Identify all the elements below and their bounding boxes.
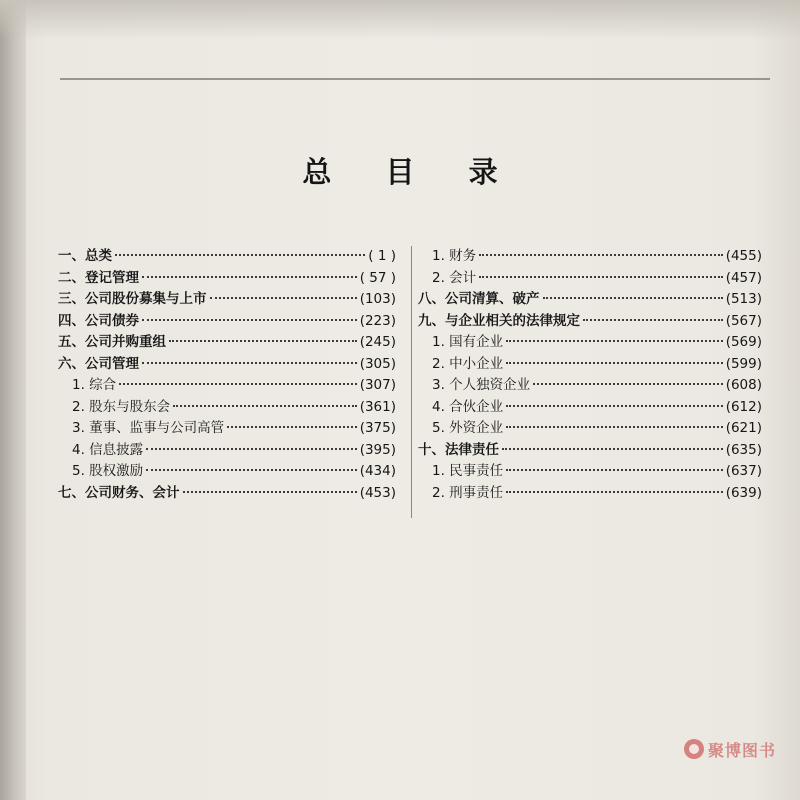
toc-subentry bbox=[418, 332, 762, 354]
toc-entry-label: 2. 刑事责任 bbox=[432, 484, 504, 501]
toc-entry-label: 五、公司并购重组 bbox=[58, 334, 166, 350]
toc-right-column bbox=[418, 246, 762, 504]
toc-entry-label: 1. 综合 bbox=[72, 377, 117, 393]
toc-entry-label: 六、公司管理 bbox=[58, 355, 139, 372]
toc-page-number: (608) bbox=[725, 377, 762, 393]
toc-page-number: (361) bbox=[359, 398, 396, 415]
toc-subentry bbox=[418, 418, 762, 440]
toc-page-number: (621) bbox=[725, 420, 762, 436]
toc-entry-label: 2. 会计 bbox=[432, 269, 477, 286]
dot-leader bbox=[583, 319, 723, 321]
toc-entry-label: 九、与企业相关的法律规定 bbox=[418, 312, 580, 329]
toc-page-number: (612) bbox=[725, 398, 762, 415]
toc-entry-label: 3. 董事、监事与公司高管 bbox=[72, 420, 225, 436]
toc-entry bbox=[58, 246, 396, 268]
toc-page-number: (453) bbox=[359, 484, 396, 501]
toc-subentry bbox=[58, 375, 396, 397]
toc-page-number: (305) bbox=[359, 355, 396, 372]
dot-leader bbox=[479, 276, 723, 278]
dot-leader bbox=[502, 448, 723, 450]
toc-entry-label: 二、登记管理 bbox=[58, 269, 139, 286]
toc-entry-label: 3. 个人独资企业 bbox=[432, 377, 531, 393]
dot-leader bbox=[506, 491, 723, 493]
dot-leader bbox=[173, 405, 357, 407]
toc-subentry bbox=[418, 397, 762, 419]
dot-leader bbox=[115, 254, 365, 256]
toc-entry bbox=[58, 268, 396, 290]
toc-subentry bbox=[58, 461, 396, 483]
dot-leader bbox=[183, 491, 357, 493]
toc-entry bbox=[58, 332, 396, 354]
dot-leader bbox=[210, 297, 357, 299]
dot-leader bbox=[506, 340, 723, 342]
toc-entry-label: 4. 信息披露 bbox=[72, 441, 144, 458]
toc-left-column bbox=[58, 246, 396, 504]
toc-entry bbox=[418, 311, 762, 333]
toc-page-number: (434) bbox=[359, 463, 396, 479]
toc-entry bbox=[58, 311, 396, 333]
toc-entry bbox=[58, 354, 396, 376]
toc-page-number: (455) bbox=[725, 248, 762, 264]
watermark-logo bbox=[684, 737, 776, 761]
column-divider bbox=[411, 246, 412, 518]
dot-leader bbox=[119, 383, 357, 385]
toc-entry-label: 四、公司债券 bbox=[58, 312, 139, 329]
watermark-text: 聚博图书 bbox=[708, 740, 777, 760]
toc-page-number: (375) bbox=[359, 420, 396, 436]
toc-page-number: (635) bbox=[725, 441, 762, 458]
page-edge-shadow bbox=[0, 0, 800, 40]
toc-subentry bbox=[418, 483, 762, 505]
dot-leader bbox=[506, 362, 723, 364]
toc-page-number: (513) bbox=[725, 291, 762, 307]
toc-subentry bbox=[418, 375, 762, 397]
toc-entry-label: 1. 国有企业 bbox=[432, 334, 504, 350]
toc-entry bbox=[418, 440, 762, 462]
toc-page-number: (599) bbox=[725, 355, 762, 372]
dot-leader bbox=[506, 426, 723, 428]
page-title: 总 目 录 bbox=[302, 155, 520, 189]
toc-page-number: (457) bbox=[725, 269, 762, 286]
toc-subentry bbox=[58, 397, 396, 419]
dot-leader bbox=[533, 383, 723, 385]
toc-subentry bbox=[58, 418, 396, 440]
toc-entry-label: 1. 财务 bbox=[432, 248, 477, 264]
toc-page-number: (307) bbox=[359, 377, 396, 393]
dot-leader bbox=[169, 340, 357, 342]
toc-page-number: ( 1 ) bbox=[368, 248, 396, 264]
toc-entry bbox=[418, 289, 762, 311]
toc-page-number: ( 57 ) bbox=[359, 269, 396, 286]
toc-entry-label: 七、公司财务、会计 bbox=[58, 484, 180, 501]
dot-leader bbox=[142, 319, 357, 321]
toc-page-number: (639) bbox=[725, 484, 762, 501]
toc-page-number: (223) bbox=[359, 312, 396, 329]
toc-entry-label: 三、公司股份募集与上市 bbox=[58, 291, 207, 307]
toc-entry-label: 2. 中小企业 bbox=[432, 355, 504, 372]
toc-entry-label: 4. 合伙企业 bbox=[432, 398, 504, 415]
toc-entry-label: 八、公司清算、破产 bbox=[418, 291, 540, 307]
dot-leader bbox=[506, 405, 723, 407]
toc-subentry bbox=[58, 440, 396, 462]
toc-entry bbox=[58, 289, 396, 311]
dot-leader bbox=[227, 426, 357, 428]
toc-entry-label: 2. 股东与股东会 bbox=[72, 398, 171, 415]
toc-entry bbox=[58, 483, 396, 505]
dot-leader bbox=[543, 297, 723, 299]
toc-page-number: (395) bbox=[359, 441, 396, 458]
toc-entry-label: 一、总类 bbox=[58, 248, 112, 264]
toc-page-number: (637) bbox=[725, 463, 762, 479]
dot-leader bbox=[142, 276, 357, 278]
dot-leader bbox=[506, 469, 723, 471]
toc-entry-label: 5. 外资企业 bbox=[432, 420, 504, 436]
toc-page-number: (567) bbox=[725, 312, 762, 329]
dot-leader bbox=[479, 254, 723, 256]
toc-entry-label: 十、法律责任 bbox=[418, 441, 499, 458]
toc-page-number: (103) bbox=[359, 291, 396, 307]
running-head-rule bbox=[60, 78, 770, 80]
toc-subentry bbox=[418, 246, 762, 268]
dot-leader bbox=[146, 448, 357, 450]
page-gutter bbox=[0, 0, 26, 800]
dot-leader bbox=[146, 469, 357, 471]
toc-entry-label: 5. 股权激励 bbox=[72, 463, 144, 479]
toc-entry-label: 1. 民事责任 bbox=[432, 463, 504, 479]
toc-page-number: (245) bbox=[359, 334, 396, 350]
toc-subentry bbox=[418, 268, 762, 290]
toc-subentry bbox=[418, 354, 762, 376]
dot-leader bbox=[142, 362, 357, 364]
toc-subentry bbox=[418, 461, 762, 483]
toc-page-number: (569) bbox=[725, 334, 762, 350]
seal-icon bbox=[684, 739, 704, 759]
